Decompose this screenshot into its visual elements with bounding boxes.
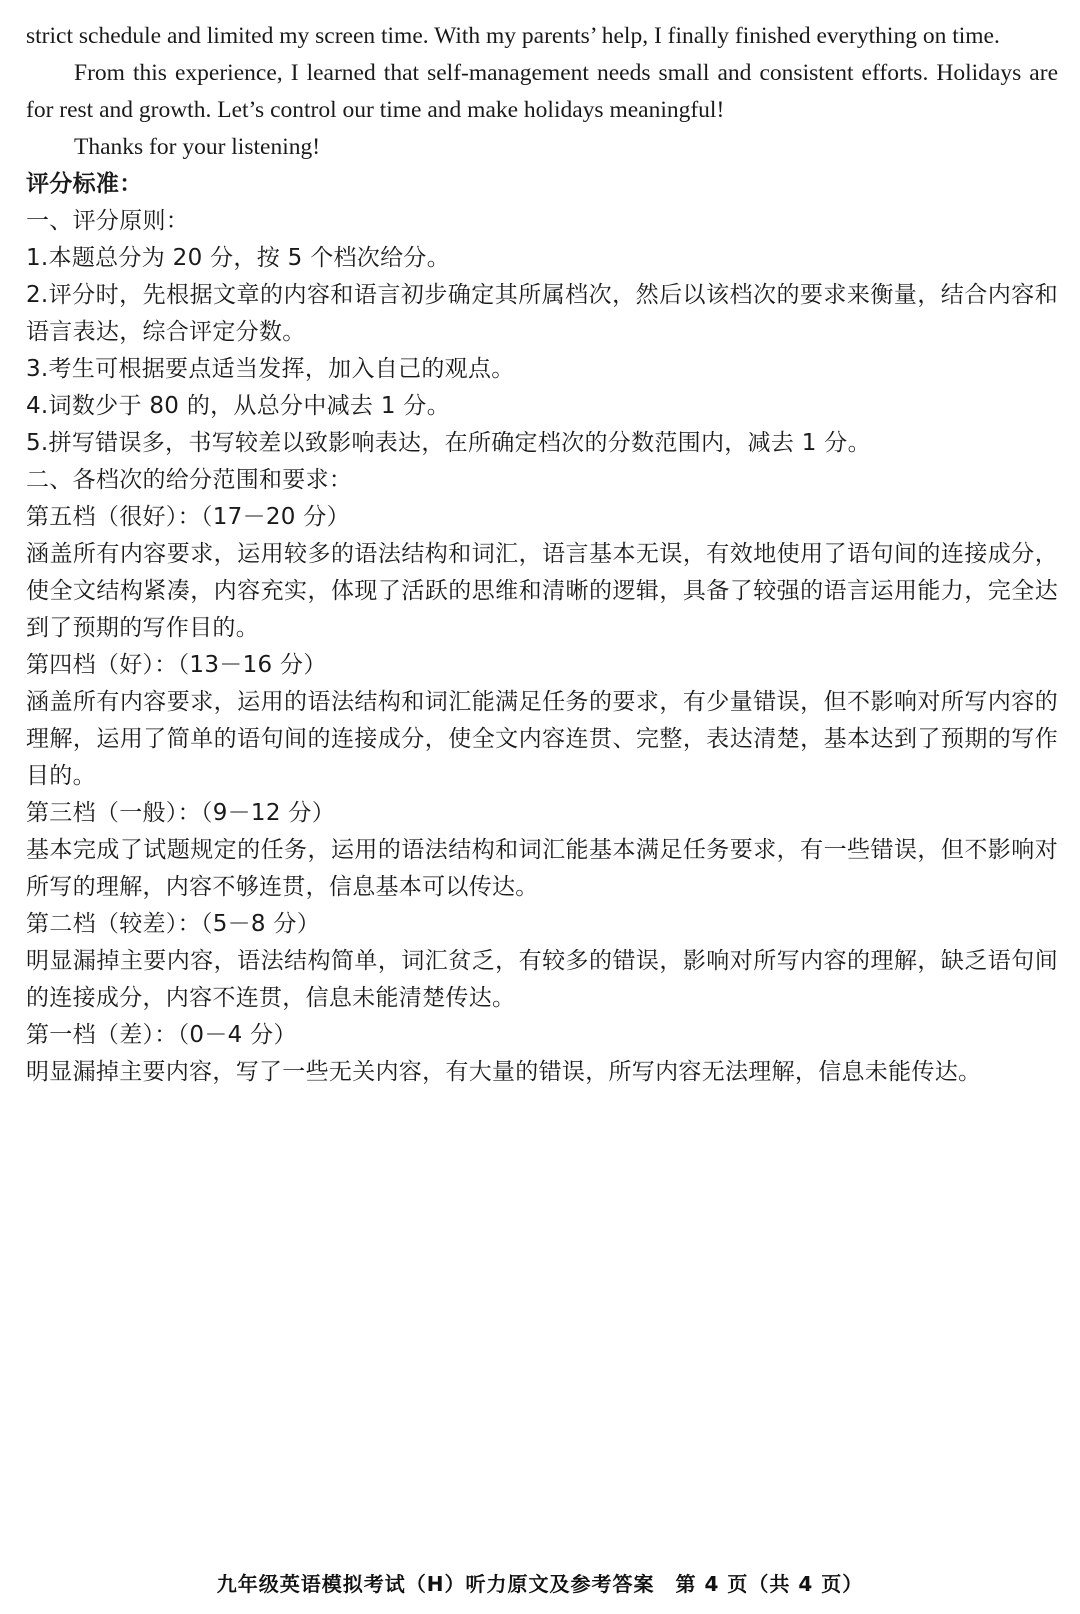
principle-item: 2.评分时，先根据文章的内容和语言初步确定其所属档次，然后以该档次的要求来衡量，结合内容和语言表达，综合评定分数。 (26, 282, 1058, 345)
rubric-heading: 评分标准： (26, 171, 143, 197)
level-description: 明显漏掉主要内容，写了一些无关内容，有大量的错误，所写内容无法理解，信息未能传达。 (26, 1059, 982, 1085)
level-title: 第三档（一般）：（9－12 分） (26, 800, 336, 826)
essay-paragraph-3: Thanks for your listening! (74, 134, 321, 160)
level-description: 明显漏掉主要内容，语法结构简单，词汇贫乏，有较多的错误，影响对所写内容的理解，缺乏语句间的连接成分，内容不连贯，信息未能清楚传达。 (26, 948, 1058, 1011)
principle-item: 5.拼写错误多，书写较差以致影响表达，在所确定档次的分数范围内，减去 1 分。 (26, 430, 871, 456)
principle-item: 1.本题总分为 20 分，按 5 个档次给分。 (26, 245, 450, 271)
rubric-section-1-title: 一、评分原则： (26, 208, 190, 234)
level-title: 第一档（差）：（0－4 分） (26, 1022, 297, 1048)
essay-paragraph-1-tail: strict schedule and limited my screen time. With my parents’ help, I finally finished everything on time. (26, 23, 1000, 49)
document-page (26, 18, 1058, 1091)
principle-item: 3.考生可根据要点适当发挥，加入自己的观点。 (26, 356, 515, 382)
rubric-section-2-title: 二、各档次的给分范围和要求： (26, 467, 353, 493)
essay-paragraph-2: From this experience, I learned that self-management needs small and consistent efforts. Holidays are for rest and growth. Let’s control our time and make holidays meaningful! (26, 60, 1058, 123)
level-description: 涵盖所有内容要求，运用较多的语法结构和词汇，语言基本无误，有效地使用了语句间的连接成分，使全文结构紧凑，内容充实，体现了活跃的思维和清晰的逻辑，具备了较强的语言运用能力，完全达到了预期的写作目的。 (26, 541, 1058, 641)
level-title: 第二档（较差）：（5－8 分） (26, 911, 321, 937)
level-description: 基本完成了试题规定的任务，运用的语法结构和词汇能基本满足任务要求，有一些错误，但不影响对所写的理解，内容不够连贯，信息基本可以传达。 (26, 837, 1058, 900)
principle-item: 4.词数少于 80 的，从总分中减去 1 分。 (26, 393, 450, 419)
page-footer: 九年级英语模拟考试（H）听力原文及参考答案 第 4 页（共 4 页） (216, 1572, 864, 1596)
level-title: 第五档（很好）：（17－20 分） (26, 504, 350, 530)
level-title: 第四档（好）：（13－16 分） (26, 652, 327, 678)
level-description: 涵盖所有内容要求，运用的语法结构和词汇能满足任务的要求，有少量错误，但不影响对所写内容的理解，运用了简单的语句间的连接成分，使全文内容连贯、完整，表达清楚，基本达到了预期的写作目的。 (26, 689, 1058, 789)
